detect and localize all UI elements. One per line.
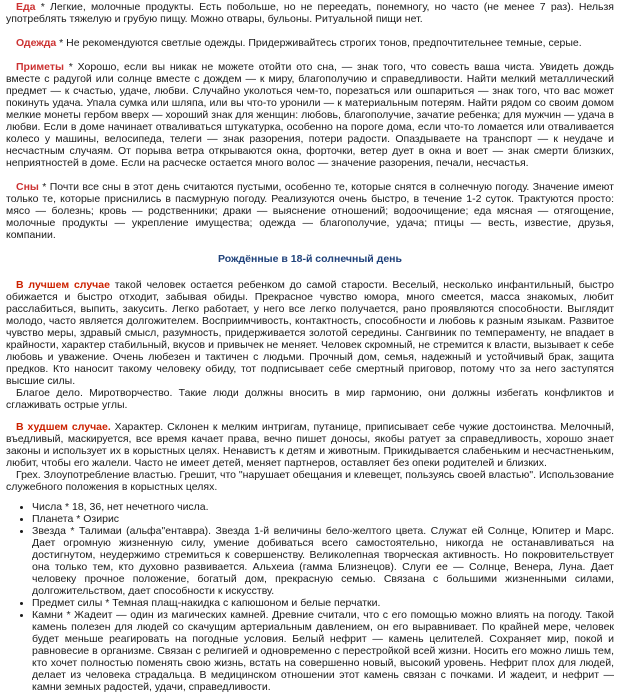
worst-case-text: Характер. Склонен к мелким интригам, путанице, приписывает себе чужие достоинства. Мелочный, въедливый, маскируется, все время качает права, вечно пишет доносы, якобы ратует за справедливость, хорошо знает законы и использует их в корыстных целях. Ненавистъ к детям и животным. Прикидывается слабеньким и несчастненьким, любит, чтобы его жалели. Часто не имеет детей, меняет партнеров, оставляет без опеки родителей и близких. bbox=[6, 421, 614, 469]
food-label: Еда bbox=[16, 1, 36, 13]
section-title: Рождённые в 18-й солнечный день bbox=[218, 253, 402, 265]
food-text: * Легкие, молочные продукты. Есть побольше, но не переедать, понемногу, но часто (не менее 7 раз). Нельзя употреблять тяжелую и грубую пищу. Можно отвары, бульоны. Ритуальной пищи нет. bbox=[6, 1, 614, 25]
best-case-text: такой человек остается ребенком до самой старости. Веселый, несколько инфантильный, быстро обижается и быстро отходит, забывая обиды. Прекрасное чувство юмора, много смеется, масса знакомых, любит расслабиться, выпить, закусить. Легко работает, у него все легко получается, рано проявляются способности. Выглядит молодо, часто является долгожителем. Восприимчивость, контактность, способности и любовь к разным языкам. Развитое чувство меры, здравый смысл, разумность, придерживается золотой середины. Сангвиник по темпераменту, не впадает в крайности, характер стабильный, вкусов и привычек не меняет. Человек скромный, не стремится к власти, вызывает к себе любовь и уважение. Очень любезен и тактичен с людьми. Прочный дом, семья, надежный и устойчивый брак, защита предков. Кто наносит такому человеку обиду, тот подписывает себе смертный приговор, потому что за него заступятся высшие силы. bbox=[6, 279, 614, 387]
best-case-deed: Благое дело. Миротворчество. Такие люди должны вносить в мир гармонию, они должны избегать конфликтов и сглаживать острые углы. bbox=[6, 387, 614, 411]
omens-label: Приметы bbox=[16, 61, 64, 73]
dreams-label: Сны bbox=[16, 181, 39, 193]
omens-paragraph bbox=[6, 61, 614, 169]
omens-text: * Хорошо, если вы никак не можете отойти ото сна, — знак того, что совесть ваша чиста. Увидеть дождь вместе с радугой или солнце вместе с дождем — к миру, благополучию и справедливости. Найти мелкий металлический предмет — к счастью, удаче, любви. Случайно уколоться чем-то, порезаться или ошпариться — знак того, что вас может покинуть удача. Упала сумка или шляпа, или вы что-то уронили — к материальным потерям. Найти рядом со своим домом мелкие монеты гербом вверх — хороший знак для женщин: любовь, благополучие, зачатие ребенка; для мужчин — удача в любви. Если в доме начинает отваливаться штукатурка, особенно на пороге дома, если что-то ломается или отваливается колесо у машины, велосипеда, телеги — знак разорения, потери радости. Опаздываете на транспорт — к неудаче и несчастным случаям. От порыва ветра открываются окна, форточки, ветер дует в окна и воет — знак смерти близких, неприятностей в доме. Если на расческе остается много волос — значение разорения, печали, несчастья. bbox=[6, 61, 614, 169]
list-item: • Звезда * Талимаи (альфа"ентавра). Звезда 1-й величины бело-желтого цвета. Служат ей Солнце, Юпитер и Марс. Дает огромную жизненную силу, умение добиваться всего самостоятельно, никогда не останавливаться на достигнутом, неудержимо стремиться к совершенству. Великолепная творческая активность. Но покровительствует она только тем, кто духовно развивается. Альхеиа (гамма Близнецов). Слуги ее — Солнце, Венера, Луна. Дает человеку прочное положение, богатый дом, прекрасную семью. Связана с большими жизненными силами, долгожительством, дает способности к искусству. bbox=[32, 525, 614, 597]
dreams-text: * Почти все сны в этот день считаются пустыми, особенно те, которые снятся в солнечную погоду. Значение имеют только те, которые приснились в пасмурную погоду. Реализуются очень быстро, в течение 1-2 суток. Трактуются просто: мясо — болезнь; кровь — родственники; драки — выяснение отношений; водоочищение; еда мясная — отягощение, молочные продукты — укрепление имущества; одежда — благополучие, удача; птицы — весть, известие, друзья, компании. bbox=[6, 181, 614, 241]
clothes-text: * Не рекомендуются светлые одежды. Придерживайтесь строгих тонов, предпочтительнее темные, серые. bbox=[56, 37, 582, 49]
attributes-list bbox=[6, 501, 614, 693]
food-paragraph bbox=[6, 1, 614, 25]
worst-case-paragraph bbox=[6, 421, 614, 469]
worst-case-sin: Грех. Злоупотребление властью. Грешит, что "нарушает обещания и клевещет, пользуясь своей властью". Использование служебного положения в корыстных целях. bbox=[6, 469, 614, 493]
worst-case-label: В худшем случае. bbox=[16, 421, 111, 433]
list-item: • Планета * Озирис bbox=[32, 513, 614, 525]
clothes-paragraph bbox=[6, 37, 614, 49]
list-item: • Предмет силы * Темная плащ-накидка с капюшоном и белые перчатки. bbox=[32, 597, 614, 609]
list-item: • Камни * Жадеит — один из магических камней. Древние считали, что с его помощью можно влиять на погоду. Такой камень полезен для людей со скачущим артериальным давлением, он его выравнивает. По крайней мере, человек будет меньше реагировать на погодные условия. Белый нефрит — камень целителей. Сохраняет мир, покой и равновесие в организме. Связан с религией и одновременно с перестройкой всей жизни. Носить его можно лишь тем, кто хочет полностью поменять свою жизнь, встать на совершенно новый, высокий уровень. Нефрит плох для людей, делает из человека страдальца. В медицинском отношении этот камень связан с почками. И жадеит, и нефрит — камни земных радостей, удачи, справедливости. bbox=[32, 609, 614, 693]
best-case-label: В лучшем случае bbox=[16, 279, 110, 291]
dreams-paragraph bbox=[6, 181, 614, 241]
list-item: • Числа * 18, 36, нет нечетного числа. bbox=[32, 501, 614, 513]
best-case-paragraph bbox=[6, 279, 614, 387]
clothes-label: Одежда bbox=[16, 37, 57, 49]
